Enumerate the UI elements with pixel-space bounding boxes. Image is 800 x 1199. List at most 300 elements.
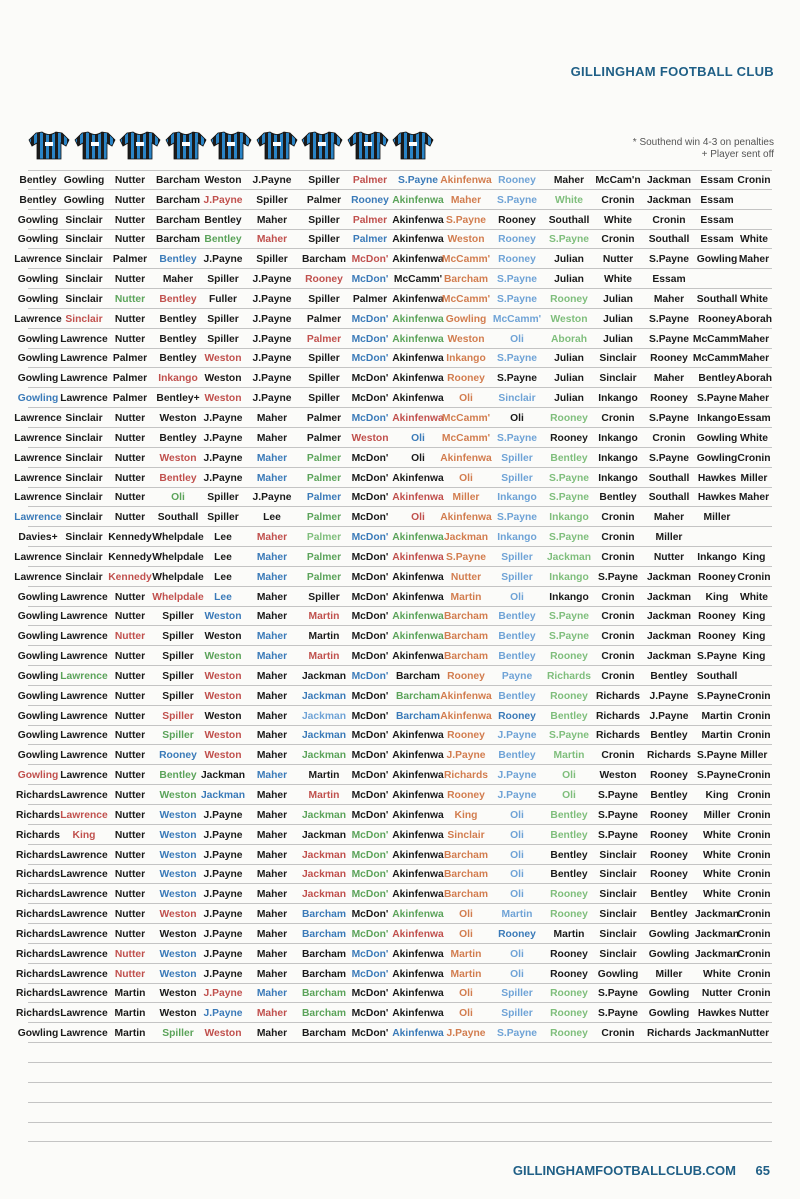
player-cell: Nutter bbox=[114, 809, 146, 821]
player-cell: Bentley bbox=[498, 611, 536, 623]
player-cell: Maher bbox=[256, 432, 288, 444]
player-cell: Bentley bbox=[19, 194, 57, 206]
player-cell: Richards bbox=[646, 1028, 692, 1040]
player-cell: Bentley bbox=[498, 690, 536, 702]
player-cell: Nutter bbox=[114, 750, 146, 762]
player-cell: Jackman bbox=[200, 790, 246, 801]
player-cell: Maher bbox=[450, 194, 482, 206]
player-cell: Richards bbox=[646, 750, 692, 762]
player-cell: Gowling bbox=[445, 313, 487, 325]
player-cell: Gowling bbox=[17, 293, 59, 305]
player-cell: S.Payne bbox=[597, 809, 639, 821]
player-cell: Barcham bbox=[395, 690, 441, 702]
player-cell: Rooney bbox=[447, 730, 485, 742]
player-cell: McCamm' bbox=[692, 353, 742, 365]
player-cell: McDon' bbox=[351, 274, 389, 286]
player-cell: Julian bbox=[554, 353, 584, 365]
player-cell: Rooney bbox=[550, 988, 588, 1000]
player-cell: McDon' bbox=[351, 928, 389, 940]
player-cell: Richards bbox=[15, 948, 61, 960]
player-cell: Jackman bbox=[546, 551, 592, 563]
player-cell: Fuller bbox=[208, 293, 238, 305]
player-cell: Lawrence bbox=[14, 412, 62, 424]
player-cell: Lawrence bbox=[60, 393, 108, 405]
player-cell: Gowling bbox=[17, 591, 59, 603]
player-cell: Sinclair bbox=[65, 452, 103, 464]
player-cell: Akinfenwa bbox=[392, 234, 444, 246]
player-cell: Gowling bbox=[17, 274, 59, 286]
player-cell: Gowling bbox=[648, 1008, 690, 1020]
table-row bbox=[15, 805, 772, 825]
player-cell: Inkango bbox=[158, 373, 198, 385]
table-row bbox=[15, 865, 772, 885]
table-row bbox=[15, 964, 772, 984]
player-cell: McDon' bbox=[351, 690, 389, 702]
player-cell: Whelpdale bbox=[152, 551, 204, 563]
player-cell: J.Payne bbox=[252, 492, 292, 504]
player-cell: McDon' bbox=[351, 611, 389, 623]
player-cell: Maher bbox=[256, 670, 288, 682]
player-cell: S.Payne bbox=[496, 293, 538, 305]
player-cell: Bentley bbox=[599, 492, 637, 504]
player-cell: Inkango bbox=[697, 412, 737, 424]
player-cell: Weston bbox=[550, 313, 588, 325]
table-row bbox=[14, 309, 773, 329]
player-cell: Palmer bbox=[112, 373, 148, 385]
table-row bbox=[15, 904, 772, 924]
player-cell: Akinfenwa bbox=[392, 373, 444, 385]
player-cell: Rooney bbox=[650, 353, 688, 365]
player-cell: Cronin bbox=[737, 889, 771, 901]
player-cell: S.Payne bbox=[397, 174, 439, 186]
player-cell: S.Payne bbox=[648, 412, 690, 424]
player-cell: Bentley bbox=[159, 254, 197, 266]
table-row bbox=[17, 626, 772, 646]
player-cell: Southall bbox=[648, 472, 690, 484]
player-cell: Richards bbox=[15, 988, 61, 1000]
player-cell: S.Payne bbox=[496, 194, 538, 206]
player-cell: J.Payne bbox=[649, 690, 689, 702]
player-cell: Akinfenwa bbox=[392, 214, 444, 226]
player-cell: Weston bbox=[204, 373, 242, 385]
player-cell: Gowling bbox=[17, 710, 59, 722]
player-cell: Oli bbox=[562, 770, 576, 782]
player-cell: Lawrence bbox=[14, 551, 62, 563]
player-cell: Cronin bbox=[737, 869, 771, 881]
player-cell: Sinclair bbox=[599, 948, 637, 960]
player-cell: Jackman bbox=[301, 690, 347, 702]
player-cell: Maher bbox=[162, 274, 194, 286]
player-cell: Julian bbox=[554, 274, 584, 286]
player-cell: Weston bbox=[204, 730, 242, 742]
player-cell: Miller bbox=[703, 512, 731, 524]
player-cell: Jackman bbox=[694, 1028, 740, 1040]
player-cell: Lawrence bbox=[60, 809, 108, 821]
player-cell: Gowling bbox=[648, 948, 690, 960]
player-cell: Rooney bbox=[498, 234, 536, 246]
player-cell: J.Payne bbox=[446, 750, 486, 762]
table-row bbox=[14, 488, 772, 508]
player-cell: Bentley bbox=[159, 432, 197, 444]
player-cell: Maher bbox=[256, 611, 288, 623]
player-cell: S.Payne bbox=[696, 690, 738, 702]
player-cell: Maher bbox=[256, 790, 288, 801]
player-cell: Spiller bbox=[308, 234, 340, 246]
player-cell: Nutter bbox=[114, 651, 146, 663]
player-cell: Martin bbox=[114, 988, 146, 1000]
football-shirt-icon bbox=[256, 130, 298, 160]
player-cell: Maher bbox=[256, 412, 288, 424]
player-cell: Richards bbox=[595, 710, 641, 722]
player-cell: S.Payne bbox=[696, 651, 738, 663]
player-cell: Bentley bbox=[650, 730, 688, 742]
player-cell: Nutter bbox=[114, 869, 146, 881]
player-cell: J.Payne bbox=[203, 194, 243, 206]
player-cell: S.Payne bbox=[496, 274, 538, 286]
player-cell: S.Payne bbox=[696, 750, 738, 762]
player-cell: McCamm' bbox=[441, 254, 491, 266]
player-cell: Jackman bbox=[646, 571, 692, 583]
player-cell: White bbox=[702, 889, 732, 901]
player-cell: Nutter bbox=[114, 829, 146, 841]
player-cell: Maher bbox=[256, 1028, 288, 1040]
player-cell: Nutter bbox=[602, 254, 634, 266]
player-cell: Sinclair bbox=[65, 512, 103, 524]
player-cell: Bentley bbox=[498, 631, 536, 643]
player-cell: McDon' bbox=[351, 869, 389, 881]
player-cell: Nutter bbox=[114, 591, 146, 603]
player-cell: S.Payne bbox=[496, 1028, 538, 1040]
player-cell: J.Payne bbox=[203, 889, 243, 901]
player-cell: Nutter bbox=[114, 889, 146, 901]
player-cell: Sinclair bbox=[65, 551, 103, 563]
player-cell: Spiller bbox=[207, 492, 239, 504]
player-cell: Bentley bbox=[204, 234, 242, 246]
player-cell: Gowling bbox=[17, 1028, 59, 1040]
player-cell: Palmer bbox=[306, 194, 342, 206]
table-row bbox=[19, 190, 772, 210]
player-cell: King bbox=[454, 809, 478, 821]
player-cell: S.Payne bbox=[548, 631, 590, 643]
player-cell: McDon' bbox=[351, 809, 389, 821]
player-cell: Sinclair bbox=[599, 373, 637, 385]
player-cell: Gowling bbox=[696, 432, 738, 444]
table-row bbox=[14, 507, 772, 527]
table-row bbox=[17, 745, 772, 765]
player-cell: Martin bbox=[450, 968, 482, 980]
player-cell: Palmer bbox=[112, 393, 148, 405]
player-cell: Nutter bbox=[114, 948, 146, 960]
player-cell: McCam'n bbox=[595, 174, 641, 186]
player-cell: J.Payne bbox=[203, 909, 243, 921]
player-cell: Maher bbox=[256, 591, 288, 603]
player-cell: Bentley bbox=[204, 214, 242, 226]
player-cell: Oli bbox=[510, 869, 524, 881]
player-cell: Weston bbox=[204, 611, 242, 623]
player-cell: Akinfenwa bbox=[392, 551, 444, 563]
player-cell: Richards bbox=[15, 809, 61, 821]
player-cell: Nutter bbox=[114, 631, 146, 643]
player-cell: Hawkes bbox=[697, 1008, 737, 1020]
player-cell: King bbox=[72, 829, 96, 841]
player-cell: Barcham bbox=[301, 928, 347, 940]
player-cell: Cronin bbox=[601, 591, 635, 603]
table-row bbox=[14, 547, 772, 567]
player-cell: Lawrence bbox=[14, 432, 62, 444]
player-cell: Akinfenwa bbox=[392, 353, 444, 365]
player-cell: White bbox=[603, 214, 633, 226]
player-cell: King bbox=[705, 790, 729, 801]
player-cell: J.Payne bbox=[252, 313, 292, 325]
player-cell: Palmer bbox=[306, 472, 342, 484]
player-cell: Palmer bbox=[306, 333, 342, 345]
player-cell: Bentley bbox=[550, 809, 588, 821]
player-cell: Lawrence bbox=[60, 948, 108, 960]
player-cell: Maher bbox=[256, 948, 288, 960]
player-cell: Sinclair bbox=[65, 432, 103, 444]
player-cell: Maher bbox=[256, 770, 288, 782]
player-cell: J.Payne bbox=[203, 452, 243, 464]
player-cell: McDon' bbox=[351, 591, 389, 603]
player-cell: Palmer bbox=[112, 254, 148, 266]
player-cell: S.Payne bbox=[696, 393, 738, 405]
player-cell: Lawrence bbox=[60, 928, 108, 940]
player-cell: Akinfenwa bbox=[392, 293, 444, 305]
player-cell: Akinfenwa bbox=[440, 710, 492, 722]
player-cell: McDon' bbox=[351, 412, 389, 424]
player-cell: Miller bbox=[740, 472, 768, 484]
player-cell: Lawrence bbox=[60, 611, 108, 623]
player-cell: Akinfenwa bbox=[392, 1028, 444, 1040]
player-cell: Weston bbox=[159, 909, 197, 921]
player-cell: S.Payne bbox=[548, 611, 590, 623]
player-cell: S.Payne bbox=[496, 353, 538, 365]
player-cell: S.Payne bbox=[548, 234, 590, 246]
player-cell: Lawrence bbox=[60, 750, 108, 762]
player-cell: Rooney bbox=[550, 690, 588, 702]
player-cell: Oli bbox=[510, 968, 524, 980]
player-cell: Cronin bbox=[601, 234, 635, 246]
player-cell: Bentley bbox=[159, 333, 197, 345]
player-cell: Jackman bbox=[443, 532, 489, 544]
player-cell: McDon' bbox=[351, 790, 389, 801]
football-shirt-icon bbox=[301, 130, 343, 160]
player-cell: Nutter bbox=[114, 412, 146, 424]
player-cell: McDon' bbox=[351, 512, 389, 524]
player-cell: Weston bbox=[351, 432, 389, 444]
player-cell: Akinfenwa bbox=[392, 472, 444, 484]
page-header-title: GILLINGHAM FOOTBALL CLUB bbox=[570, 64, 774, 79]
player-cell: White bbox=[702, 869, 732, 881]
player-cell: Weston bbox=[159, 948, 197, 960]
player-cell: Nutter bbox=[114, 274, 146, 286]
player-cell: Barcham bbox=[443, 631, 489, 643]
player-cell: Sinclair bbox=[65, 254, 103, 266]
player-cell: Rooney bbox=[550, 889, 588, 901]
player-cell: Spiller bbox=[207, 313, 239, 325]
player-cell: Barcham bbox=[443, 651, 489, 663]
player-cell: Lawrence bbox=[14, 254, 62, 266]
player-cell: Lawrence bbox=[14, 313, 62, 325]
player-cell: Rooney bbox=[650, 393, 688, 405]
player-cell: Rooney bbox=[698, 631, 736, 643]
player-cell: Maher bbox=[653, 512, 685, 524]
player-cell: Akinfenwa bbox=[392, 928, 444, 940]
player-cell: Palmer bbox=[306, 452, 342, 464]
player-cell: Barcham bbox=[155, 174, 201, 186]
player-cell: Rooney bbox=[447, 670, 485, 682]
player-cell: Lawrence bbox=[60, 790, 108, 801]
player-cell: Jackman bbox=[301, 889, 347, 901]
player-cell: Bentley bbox=[550, 710, 588, 722]
player-cell: White bbox=[603, 274, 633, 286]
player-cell: Payne bbox=[501, 670, 533, 682]
table-row bbox=[15, 984, 772, 1004]
player-cell: Nutter bbox=[738, 1008, 770, 1020]
player-cell: J.Payne bbox=[446, 1028, 486, 1040]
player-cell: J.Payne bbox=[252, 373, 292, 385]
table-row bbox=[17, 349, 772, 369]
player-cell: Bentley bbox=[550, 869, 588, 881]
player-cell: Akinfenwa bbox=[392, 254, 444, 266]
player-cell: McDon' bbox=[351, 889, 389, 901]
player-cell: Palmer bbox=[306, 412, 342, 424]
player-cell: Maher bbox=[256, 869, 288, 881]
player-cell: Inkango bbox=[598, 432, 638, 444]
player-cell: Spiller bbox=[501, 551, 533, 563]
player-cell: McCamm' bbox=[441, 412, 491, 424]
player-cell: Barcham bbox=[443, 889, 489, 901]
player-cell: Martin bbox=[308, 790, 340, 801]
player-cell: Sinclair bbox=[65, 293, 103, 305]
table-row bbox=[15, 1003, 772, 1023]
player-cell: Weston bbox=[204, 651, 242, 663]
player-cell: Maher bbox=[256, 928, 288, 940]
player-cell: Bentley bbox=[159, 293, 197, 305]
table-row bbox=[15, 785, 772, 805]
player-cell: Rooney bbox=[447, 790, 485, 801]
player-cell: Julian bbox=[554, 373, 584, 385]
player-cell: Lawrence bbox=[60, 889, 108, 901]
player-cell: Oli bbox=[510, 849, 524, 861]
player-cell: McDon' bbox=[351, 532, 389, 544]
player-cell: Akinfenwa bbox=[440, 690, 492, 702]
player-cell: Maher bbox=[738, 393, 770, 405]
player-cell: Martin bbox=[701, 710, 733, 722]
player-cell: Weston bbox=[599, 770, 637, 782]
player-cell: Barcham bbox=[395, 670, 441, 682]
player-cell: Spiller bbox=[308, 293, 340, 305]
player-cell: Oli bbox=[459, 909, 473, 921]
player-cell: Weston bbox=[159, 829, 197, 841]
player-cell: S.Payne bbox=[597, 988, 639, 1000]
player-cell: Davies+ bbox=[18, 532, 58, 544]
player-cell: S.Payne bbox=[548, 472, 590, 484]
player-cell: Spiller bbox=[308, 174, 340, 186]
player-cell: Rooney bbox=[650, 770, 688, 782]
player-cell: Palmer bbox=[352, 234, 388, 246]
player-cell: Spiller bbox=[162, 670, 194, 682]
player-cell: Nutter bbox=[114, 670, 146, 682]
player-cell: Spiller bbox=[162, 710, 194, 722]
table-row bbox=[15, 924, 772, 944]
player-cell: Sinclair bbox=[599, 353, 637, 365]
player-cell: J.Payne bbox=[203, 432, 243, 444]
player-cell: Weston bbox=[204, 670, 242, 682]
player-cell: Maher bbox=[256, 968, 288, 980]
player-cell: Nutter bbox=[653, 551, 685, 563]
player-cell: Lawrence bbox=[60, 849, 108, 861]
player-cell: Whelpdale bbox=[152, 591, 204, 603]
lineup-table bbox=[14, 170, 773, 1142]
player-cell: J.Payne bbox=[203, 412, 243, 424]
player-cell: Akinfenwa bbox=[392, 532, 444, 544]
player-cell: Weston bbox=[204, 353, 242, 365]
player-cell: Barcham bbox=[443, 849, 489, 861]
player-cell: Bentley bbox=[698, 373, 736, 385]
player-cell: Bentley bbox=[159, 770, 197, 782]
player-cell: Maher bbox=[256, 889, 288, 901]
player-cell: Sinclair bbox=[447, 829, 485, 841]
player-cell: S.Payne bbox=[548, 492, 590, 504]
player-cell: Oli bbox=[459, 472, 473, 484]
player-cell: J.Payne bbox=[252, 174, 292, 186]
player-cell: Julian bbox=[603, 293, 633, 305]
player-cell: Cronin bbox=[737, 730, 771, 742]
player-cell: Bentley bbox=[159, 353, 197, 365]
footer-website[interactable]: GILLINGHAMFOOTBALLCLUB.COM bbox=[512, 1163, 736, 1178]
player-cell: Whelpdale bbox=[152, 532, 204, 544]
player-cell: Akinfenwa bbox=[392, 492, 444, 504]
player-cell: Southall bbox=[696, 293, 738, 305]
player-cell: Oli bbox=[459, 928, 473, 940]
player-cell: Richards bbox=[546, 670, 592, 682]
player-cell: J.Payne bbox=[252, 393, 292, 405]
table-row bbox=[17, 587, 772, 607]
table-row bbox=[17, 765, 772, 785]
player-cell: Akinfenwa bbox=[392, 889, 444, 901]
player-cell: Oli bbox=[510, 591, 524, 603]
player-cell: McDon' bbox=[351, 651, 389, 663]
player-cell: Inkango bbox=[549, 591, 589, 603]
player-cell: J.Payne bbox=[252, 333, 292, 345]
player-cell: S.Payne bbox=[648, 333, 690, 345]
player-cell: Lawrence bbox=[14, 452, 62, 464]
player-cell: Barcham bbox=[301, 1028, 347, 1040]
player-cell: J.Payne bbox=[203, 849, 243, 861]
player-cell: Rooney bbox=[305, 274, 343, 286]
player-cell: Gowling bbox=[17, 373, 59, 385]
player-cell: Akinfenwa bbox=[392, 631, 444, 643]
player-cell: Nutter bbox=[114, 333, 146, 345]
player-cell: Cronin bbox=[737, 710, 771, 722]
player-cell: Spiller bbox=[162, 631, 194, 643]
player-cell: Rooney bbox=[351, 194, 389, 206]
player-cell: Weston bbox=[159, 809, 197, 821]
player-cell: McDon' bbox=[351, 254, 389, 266]
player-cell: Akinfenwa bbox=[392, 948, 444, 960]
player-cell: Lee bbox=[214, 571, 232, 583]
player-cell: Lawrence bbox=[60, 670, 108, 682]
player-cell: Julian bbox=[603, 333, 633, 345]
player-cell: Maher bbox=[256, 829, 288, 841]
player-cell: Oli bbox=[510, 333, 524, 345]
table-row bbox=[14, 468, 772, 488]
footnotes bbox=[633, 137, 774, 161]
player-cell: Julian bbox=[554, 254, 584, 266]
player-cell: Nutter bbox=[701, 988, 733, 1000]
player-cell: Richards bbox=[15, 869, 61, 881]
